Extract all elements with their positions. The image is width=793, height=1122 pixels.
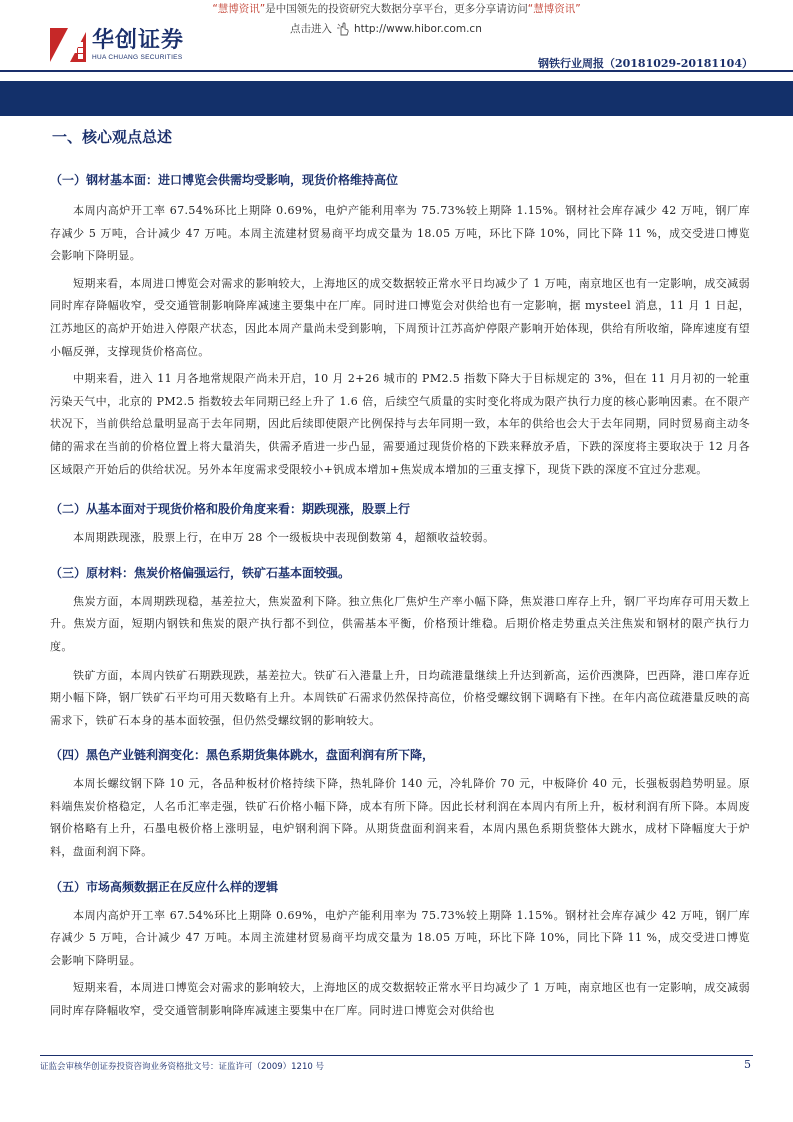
paragraph: 本周期跌现涨，股票上行，在申万 28 个一级板块中表现倒数第 4，超额收益较弱。: [73, 531, 495, 545]
hand-pointer-icon: [336, 22, 350, 36]
footer-divider: [40, 1055, 753, 1056]
paragraph: 短期来看，本周进口博览会对需求的影响较大，上海地区的成交数据较正常水平日均减少了 1 万吨，南京地区也有一定影响，成交减弱同时库存降幅收窄，受交通管制影响降库减速主要集中在厂库。同时进口博览会对供给也有一定影响，据 mysteel 消息，11 月 1 日起，江苏地区的高炉开始进入停限产状态，因此本周产量尚未受到影响，下周预计江苏高炉停限产影响开始体现，供给有所收缩，降库速度有望小幅反弹，支撑现货价格高位。: [50, 276, 750, 358]
banner-brand-open: “慧博资讯”: [212, 3, 266, 15]
subsection-title: （二）从基本面对于现货价格和股价角度来看：期跌现涨，股票上行: [50, 502, 411, 517]
section-title: 一、核心观点总述: [52, 128, 173, 146]
header-bar: [0, 81, 793, 116]
logo-name-en: HUA CHUANG SECURITIES: [92, 54, 183, 61]
subsection-title: （一）钢材基本面：进口博览会供需均受影响，现货价格维持高位: [50, 173, 399, 187]
banner-middle-text: 是中国领先的投资研究大数据分享平台，更多分享请访问: [265, 3, 528, 15]
banner-brand-close: “慧博资讯”: [527, 3, 581, 15]
paragraph: 短期来看，本周进口博览会对需求的影响较大，上海地区的成交数据较正常水平日均减少了 1 万吨，南京地区也有一定影响，成交减弱同时库存降幅收窄，受交通管制影响降库减速主要集中在厂库。同时进口博览会对供给也: [50, 981, 750, 1018]
banner-link-prefix: 点击进入: [290, 23, 332, 35]
paragraph: 本周长螺纹钢下降 10 元，各品种板材价格持续下降，热轧降价 140 元，冷轧降价 70 元，中板降价 40 元，长强板弱趋势明显。原料端焦炭价格稳定，人名币汇率走强，铁矿石价格小幅下降，成本有所下降。因此长材利润在本周内有所上升，板材利润有所下降。本周废钢价格略有上升，石墨电极价格上涨明显，电炉钢利润下降。从期货盘面利润来看，本周内黑色系期货整体大跳水，成材下降幅度大于炉料，盘面利润下降。: [50, 777, 750, 859]
subsection-2: [50, 501, 750, 550]
company-logo: [50, 28, 184, 62]
paragraph: 铁矿方面，本周内铁矿石期跌现跌，基差拉大。铁矿石入港量上升，日均疏港量继续上升达到新高，运价西澳降，巴西降，港口库存近期小幅下降，钢厂铁矿石平均可用天数略有上升。本周铁矿石需求仍然保持高位，价格受螺纹钢下调略有下挫。在年内高位疏港量反映的高需求下，铁矿石本身的基本面较强，但仍然受螺纹钢的影响较大。: [50, 668, 750, 727]
report-title: 钢铁行业周报（20181029-20181104）: [537, 57, 753, 70]
header-divider: [0, 70, 793, 72]
banner-link[interactable]: [290, 22, 550, 36]
banner-url[interactable]: http://www.hibor.com.cn: [354, 23, 482, 35]
logo-mark-icon: [50, 28, 86, 62]
subsection-title: （五）市场高频数据正在反应什么样的逻辑: [50, 879, 279, 894]
subsection-4: [50, 747, 750, 863]
subsection-1: [50, 172, 750, 481]
paragraph: 中期来看，进入 11 月各地常规限产尚未开启，10 月 2+26 城市的 PM2.5 指数下降大于目标规定的 3%，但在 11 月月初的一轮重污染天气中，北京的 PM2.5 指数较去年同期已经上升了 1.6 倍，后续空气质量的实时变化将成为限产执行力度的核心影响因素。在不限产状况下，当前供给总量明显高于去年同期，因此后续即使限产比例保持与去年同期一致，本年的供给也会大于去年同期，同时贸易商主动冬储的需求在当前的价格位置上将大量消失，供需矛盾进一步凸显，需要通过现货价格的下跌来释放矛盾，下跌的深度将主要取决于 12 月各区域限产开始后的供给状况。另外本年度需求受限较小+钒成本增加+焦炭成本增加的三重支撑下，现货下跌的深度不宜过分悲观。: [50, 372, 750, 476]
subsection-5: [50, 879, 750, 1023]
paragraph: 本周内高炉开工率 67.54%环比上期降 0.69%，电炉产能利用率为 75.73%较上期降 1.15%。钢材社会库存减少 42 万吨，钢厂库存减少 5 万吨，合计减少 47 万吨。本周主流建材贸易商平均成交量为 18.05 万吨，环比下降 10%，同比下降 11 %，成交受进口博览会影响下降明显。: [50, 908, 750, 967]
subsection-title: （三）原材料：焦炭价格偏强运行，铁矿石基本面较强。: [50, 565, 351, 580]
paragraph: 本周内高炉开工率 67.54%环比上期降 0.69%，电炉产能利用率为 75.73%较上期降 1.15%。钢材社会库存减少 42 万吨，钢厂库存减少 5 万吨，合计减少 47 万吨。本周主流建材贸易商平均成交量为 18.05 万吨，环比下降 10%，同比下降 11 %，成交受进口博览会影响下降明显。: [50, 204, 750, 263]
logo-name-cn: 华创证券: [92, 28, 185, 53]
subsection-title: （四）黑色产业链利润变化：黑色系期货集体跳水，盘面利润有所下降，: [50, 748, 435, 763]
subsection-3: [50, 565, 750, 733]
footer-license: 证监会审核华创证券投资咨询业务资格批文号：证监许可（2009）1210 号: [40, 1062, 324, 1072]
paragraph: 焦炭方面，本周期跌现稳，基差拉大，焦炭盈利下降。独立焦化厂焦炉生产率小幅下降，焦炭港口库存上升，钢厂平均库存可用天数上升。焦炭方面，短期内钢铁和焦炭的限产执行都不到位，供需基本平衡，价格预计维稳。后期价格走势重点关注焦炭和钢材的限产执行力度。: [50, 594, 750, 653]
page-number: 5: [744, 1058, 751, 1071]
top-banner: [0, 2, 793, 16]
main-content: [50, 122, 750, 1023]
